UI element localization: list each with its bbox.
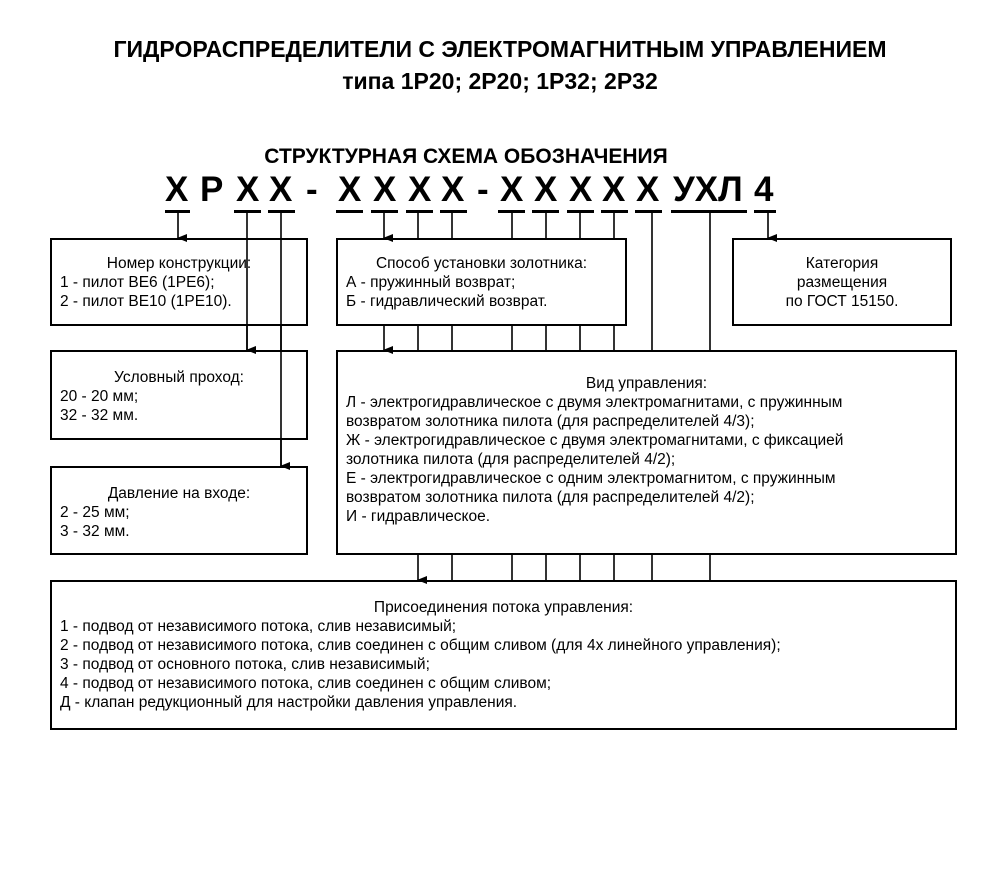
control-option: возвратом золотника пилота (для распределителей 4/2); [346, 489, 755, 506]
document-title: ГИДРОРАСПРЕДЕЛИТЕЛИ С ЭЛЕКТРОМАГНИТНЫМ УПРАВЛЕНИЕМ [113, 36, 887, 62]
code-token-construction: Х [165, 170, 189, 209]
bore-title: Условный проход: [114, 369, 244, 386]
connection-option: 4 - подвод от независимого потока, слив соединен с общим сливом; [60, 675, 552, 692]
code-token-ctrl-3: Х [569, 170, 593, 209]
category-line: Категория [805, 255, 879, 272]
code-token-spool-1: Х [338, 170, 362, 209]
connection-box [50, 580, 957, 730]
category-line: по ГОСТ 15150. [785, 293, 899, 310]
code-token-p: Р [200, 170, 224, 209]
code-token-climate: УХЛ [673, 170, 743, 209]
code-token-spool-3: Х [408, 170, 432, 209]
spool-option: Б - гидравлический возврат. [346, 293, 548, 310]
control-title: Вид управления: [585, 375, 708, 392]
spool-option: А - пружинный возврат; [346, 274, 516, 291]
control-option: И - гидравлическое. [346, 508, 491, 525]
code-token-bore-2: Х [269, 170, 293, 209]
code-token-ctrl-2: Х [534, 170, 558, 209]
code-token-spool-2: Х [373, 170, 397, 209]
code-token-dash: - [477, 170, 489, 209]
spool-title: Способ установки золотника: [375, 255, 588, 272]
control-option: Ж - электрогидравлическое с двумя электромагнитами, с фиксацией [346, 432, 844, 449]
control-option: золотника пилота (для распределителей 4/2); [346, 451, 676, 468]
connection-option: Д - клапан редукционный для настройки давления управления. [60, 694, 518, 711]
schema-title: СТРУКТУРНАЯ СХЕМА ОБОЗНАЧЕНИЯ [264, 145, 668, 168]
code-token-dash: - [306, 170, 318, 209]
construction-box [50, 238, 308, 326]
construction-title: Номер конструкции: [106, 255, 252, 272]
control-box [336, 350, 957, 555]
code-token-ctrl-1: Х [500, 170, 524, 209]
pressure-title: Давление на входе: [107, 485, 251, 502]
control-option: Л - электрогидравлическое с двумя электромагнитами, с пружинным [346, 394, 843, 411]
control-option: возвратом золотника пилота (для распределителей 4/3); [346, 413, 755, 430]
bore-box [50, 350, 308, 440]
pressure-box [50, 466, 308, 555]
category-line: размещения [796, 274, 888, 291]
spool-box [336, 238, 627, 326]
connection-option: 1 - подвод от независимого потока, слив независимый; [60, 618, 457, 635]
construction-option: 1 - пилот ВЕ6 (1РЕ6); [60, 274, 215, 291]
code-token-spool-4: Х [441, 170, 465, 209]
bore-option: 20 - 20 мм; [60, 388, 139, 405]
connection-option: 2 - подвод от независимого потока, слив соединен с общим сливом (для 4х линейного управления); [60, 637, 781, 654]
connection-title: Присоединения потока управления: [373, 599, 634, 616]
pressure-option: 3 - 32 мм. [60, 523, 130, 540]
code-token-ctrl-5: Х [636, 170, 660, 209]
control-option: Е - электрогидравлическое с одним электромагнитом, с пружинным [346, 470, 836, 487]
category-box [732, 238, 952, 326]
code-token-category: 4 [754, 170, 774, 209]
code-token-ctrl-4: Х [602, 170, 626, 209]
document-subtitle: типа 1Р20; 2Р20; 1Р32; 2Р32 [342, 68, 658, 94]
construction-option: 2 - пилот ВЕ10 (1РЕ10). [60, 293, 232, 310]
connection-option: 3 - подвод от основного потока, слив независимый; [60, 656, 430, 673]
bore-option: 32 - 32 мм. [60, 407, 139, 424]
code-token-bore-1: Х [236, 170, 260, 209]
pressure-option: 2 - 25 мм; [60, 504, 130, 521]
